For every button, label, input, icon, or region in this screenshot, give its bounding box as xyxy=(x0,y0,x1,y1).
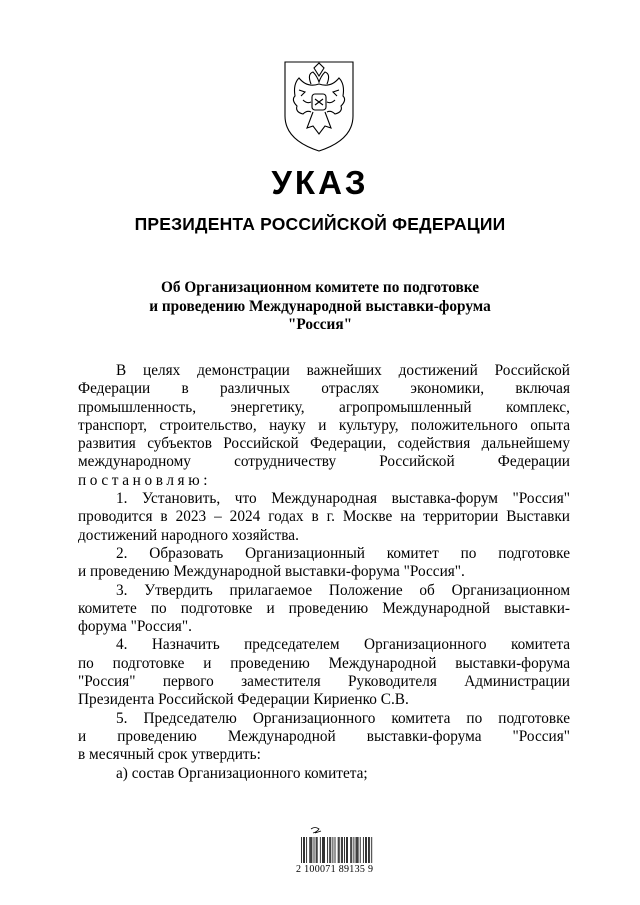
barcode-number: 2 100071 89135 9 xyxy=(296,864,374,875)
heading-line: и проведению Международной выставки-форума xyxy=(149,297,491,315)
body-line: 4. Назначить председателем Организационного комитета xyxy=(116,636,570,654)
body-line: транспорт, строительство, науку и культуру, положительного опыта xyxy=(78,416,570,434)
barcode-icon xyxy=(297,825,377,885)
body-line: проводится в 2023 – 2024 годах в г. Москве на территории Выставки xyxy=(78,508,570,526)
body-line: достижений народного хозяйства. xyxy=(78,526,299,544)
body-line: Федерации в различных отраслях экономики, включая xyxy=(78,380,570,398)
body-line: международному сотрудничеству Российской Федерации xyxy=(78,453,570,471)
document-title: УКАЗ xyxy=(271,164,369,201)
decree-heading xyxy=(0,279,640,335)
state-emblem-icon xyxy=(277,54,361,154)
body-line: развития субъектов Российской Федерации, содействия дальнейшему xyxy=(78,435,570,453)
body-line: В целях демонстрации важнейших достижений Российской xyxy=(116,362,570,379)
heading-line: "Россия" xyxy=(287,316,353,333)
document-subtitle: ПРЕЗИДЕНТА РОССИЙСКОЙ ФЕДЕРАЦИИ xyxy=(134,214,506,234)
body-line: форума "Россия". xyxy=(78,618,192,636)
body-line: а) состав Организационного комитета; xyxy=(116,764,368,782)
body-line: в месячный срок утвердить: xyxy=(78,746,261,764)
body-line: 5. Председателю Организационного комитета по подготовке xyxy=(116,709,570,727)
body-line: и проведению Международной выставки-форума "Россия". xyxy=(78,563,465,581)
decree-body xyxy=(78,362,570,783)
body-line: комитете по подготовке и проведению Международной выставки- xyxy=(78,599,570,617)
body-line: и проведению Международной выставки-форума "Россия" xyxy=(78,727,570,745)
heading-line: Об Организационном комитете по подготовке xyxy=(160,279,480,296)
body-line: Президента Российской Федерации Кириенко С.В. xyxy=(78,691,409,709)
body-line: промышленность, энергетику, агропромышленный комплекс, xyxy=(78,398,570,416)
body-line: по подготовке и проведению Международной выставки-форума xyxy=(78,654,570,672)
body-line: "Россия" первого заместителя Руководителя Администрации xyxy=(78,673,570,691)
body-line: постановляю: xyxy=(78,471,212,489)
body-line: 1. Установить, что Международная выставка-форум "Россия" xyxy=(116,490,570,508)
body-line: 2. Образовать Организационный комитет по подготовке xyxy=(116,544,570,562)
body-line: 3. Утвердить прилагаемое Положение об Организационном xyxy=(116,581,570,599)
